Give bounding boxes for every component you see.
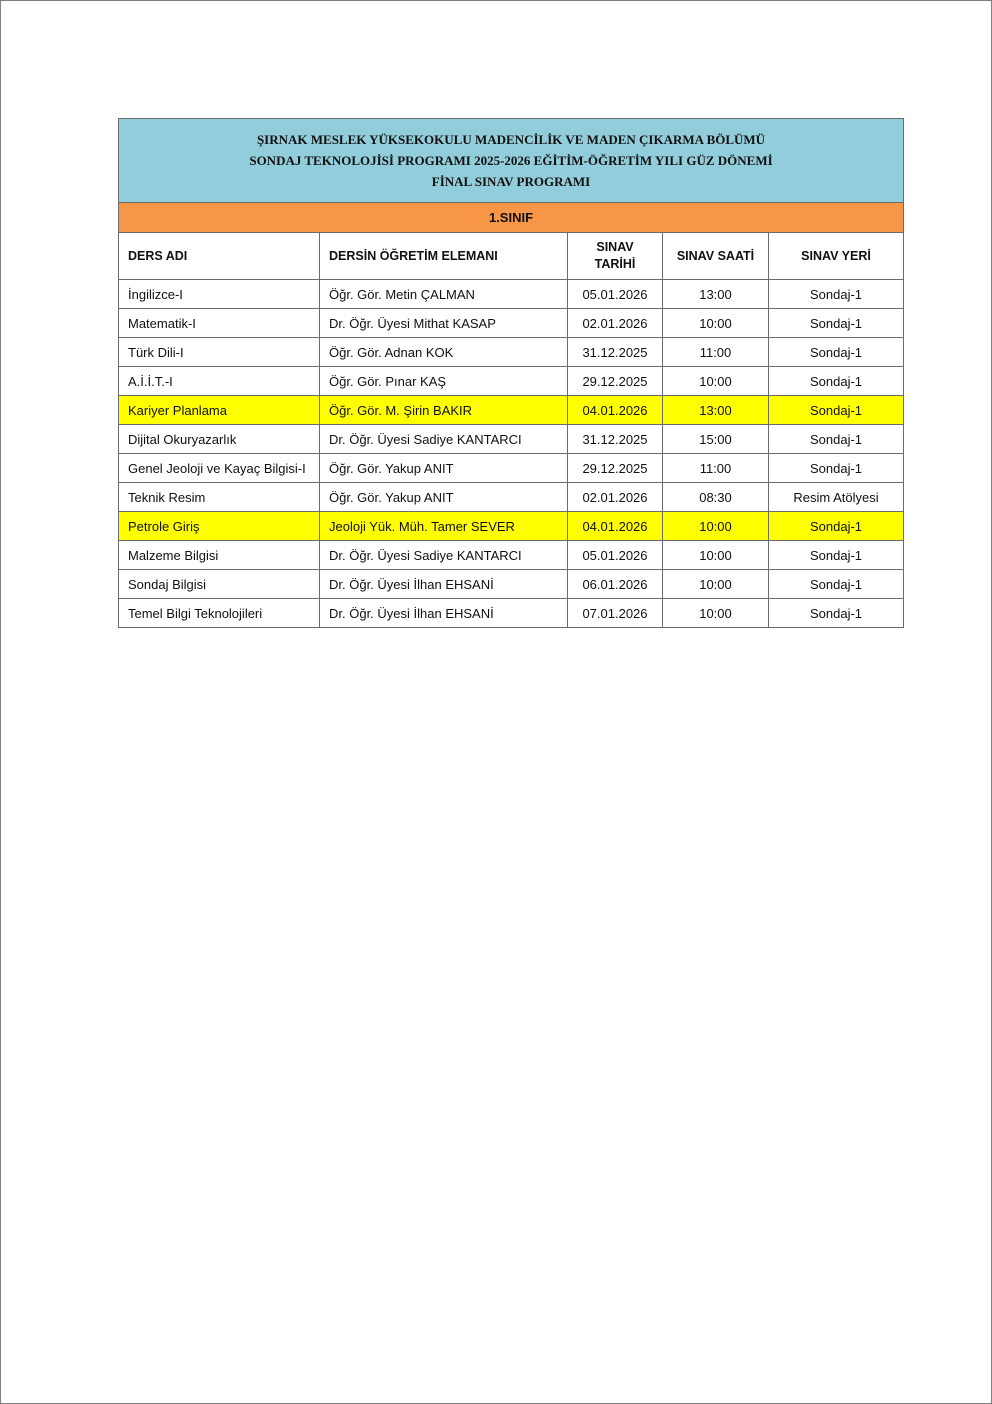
course-cell: Teknik Resim bbox=[119, 483, 320, 512]
instructor-cell: Jeoloji Yük. Müh. Tamer SEVER bbox=[320, 512, 568, 541]
class-row bbox=[119, 203, 904, 233]
time-cell: 10:00 bbox=[663, 599, 769, 628]
course-cell: İngilizce-I bbox=[119, 280, 320, 309]
instructor-cell: Öğr. Gör. M. Şirin BAKIR bbox=[320, 396, 568, 425]
title-line-2: SONDAJ TEKNOLOJİSİ PROGRAMI 2025-2026 EĞİTİM-ÖĞRETİM YILI GÜZ DÖNEMİ bbox=[249, 153, 773, 168]
instructor-cell: Öğr. Gör. Metin ÇALMAN bbox=[320, 280, 568, 309]
date-cell: 07.01.2026 bbox=[568, 599, 663, 628]
table-row bbox=[119, 309, 904, 338]
header-date bbox=[568, 233, 663, 280]
course-cell: Genel Jeoloji ve Kayaç Bilgisi-I bbox=[119, 454, 320, 483]
time-cell: 10:00 bbox=[663, 570, 769, 599]
time-cell: 10:00 bbox=[663, 512, 769, 541]
time-cell: 13:00 bbox=[663, 280, 769, 309]
date-cell: 04.01.2026 bbox=[568, 512, 663, 541]
place-cell: Sondaj-1 bbox=[769, 396, 904, 425]
place-cell: Sondaj-1 bbox=[769, 541, 904, 570]
time-cell: 08:30 bbox=[663, 483, 769, 512]
table-row bbox=[119, 570, 904, 599]
place-cell: Sondaj-1 bbox=[769, 570, 904, 599]
class-label: 1.SINIF bbox=[119, 203, 904, 233]
course-cell: Matematik-I bbox=[119, 309, 320, 338]
title-line-3: FİNAL SINAV PROGRAMI bbox=[431, 174, 591, 189]
time-cell: 10:00 bbox=[663, 367, 769, 396]
schedule-rows bbox=[119, 280, 904, 628]
course-cell: Kariyer Planlama bbox=[119, 396, 320, 425]
header-place: SINAV YERİ bbox=[769, 233, 904, 280]
document-title bbox=[119, 119, 904, 203]
header-time: SINAV SAATİ bbox=[663, 233, 769, 280]
instructor-cell: Öğr. Gör. Yakup ANIT bbox=[320, 483, 568, 512]
date-cell: 31.12.2025 bbox=[568, 425, 663, 454]
course-cell: Malzeme Bilgisi bbox=[119, 541, 320, 570]
time-cell: 10:00 bbox=[663, 309, 769, 338]
instructor-cell: Öğr. Gör. Pınar KAŞ bbox=[320, 367, 568, 396]
table-row bbox=[119, 599, 904, 628]
place-cell: Sondaj-1 bbox=[769, 512, 904, 541]
time-cell: 11:00 bbox=[663, 454, 769, 483]
place-cell: Sondaj-1 bbox=[769, 367, 904, 396]
header-date-line1: SINAV bbox=[596, 240, 634, 254]
table-row bbox=[119, 425, 904, 454]
table-row bbox=[119, 338, 904, 367]
place-cell: Sondaj-1 bbox=[769, 309, 904, 338]
date-cell: 29.12.2025 bbox=[568, 454, 663, 483]
table-row bbox=[119, 367, 904, 396]
date-cell: 04.01.2026 bbox=[568, 396, 663, 425]
instructor-cell: Dr. Öğr. Üyesi Sadiye KANTARCI bbox=[320, 541, 568, 570]
table-row bbox=[119, 483, 904, 512]
course-cell: Türk Dili-I bbox=[119, 338, 320, 367]
place-cell: Sondaj-1 bbox=[769, 599, 904, 628]
course-cell: Petrole Giriş bbox=[119, 512, 320, 541]
place-cell: Sondaj-1 bbox=[769, 454, 904, 483]
title-line-1: ŞIRNAK MESLEK YÜKSEKOKULU MADENCİLİK VE MADEN ÇIKARMA BÖLÜMÜ bbox=[256, 132, 766, 147]
time-cell: 10:00 bbox=[663, 541, 769, 570]
instructor-cell: Dr. Öğr. Üyesi Mithat KASAP bbox=[320, 309, 568, 338]
course-cell: A.İ.İ.T.-I bbox=[119, 367, 320, 396]
place-cell: Sondaj-1 bbox=[769, 338, 904, 367]
table-row bbox=[119, 396, 904, 425]
date-cell: 29.12.2025 bbox=[568, 367, 663, 396]
title-row bbox=[119, 119, 904, 203]
table-row bbox=[119, 541, 904, 570]
time-cell: 15:00 bbox=[663, 425, 769, 454]
instructor-cell: Dr. Öğr. Üyesi İlhan EHSANİ bbox=[320, 570, 568, 599]
date-cell: 05.01.2026 bbox=[568, 280, 663, 309]
instructor-cell: Öğr. Gör. Yakup ANIT bbox=[320, 454, 568, 483]
date-cell: 06.01.2026 bbox=[568, 570, 663, 599]
date-cell: 02.01.2026 bbox=[568, 309, 663, 338]
course-cell: Temel Bilgi Teknolojileri bbox=[119, 599, 320, 628]
place-cell: Sondaj-1 bbox=[769, 425, 904, 454]
instructor-cell: Dr. Öğr. Üyesi İlhan EHSANİ bbox=[320, 599, 568, 628]
instructor-cell: Öğr. Gör. Adnan KOK bbox=[320, 338, 568, 367]
column-header-row bbox=[119, 233, 904, 280]
table-row bbox=[119, 280, 904, 309]
place-cell: Resim Atölyesi bbox=[769, 483, 904, 512]
header-course: DERS ADI bbox=[119, 233, 320, 280]
date-cell: 05.01.2026 bbox=[568, 541, 663, 570]
course-cell: Sondaj Bilgisi bbox=[119, 570, 320, 599]
date-cell: 31.12.2025 bbox=[568, 338, 663, 367]
exam-schedule-table bbox=[118, 118, 904, 628]
date-cell: 02.01.2026 bbox=[568, 483, 663, 512]
table-row bbox=[119, 512, 904, 541]
time-cell: 11:00 bbox=[663, 338, 769, 367]
header-date-line2: TARİHİ bbox=[594, 257, 636, 271]
table-row bbox=[119, 454, 904, 483]
header-instructor: DERSİN ÖĞRETİM ELEMANI bbox=[320, 233, 568, 280]
instructor-cell: Dr. Öğr. Üyesi Sadiye KANTARCI bbox=[320, 425, 568, 454]
course-cell: Dijital Okuryazarlık bbox=[119, 425, 320, 454]
time-cell: 13:00 bbox=[663, 396, 769, 425]
place-cell: Sondaj-1 bbox=[769, 280, 904, 309]
